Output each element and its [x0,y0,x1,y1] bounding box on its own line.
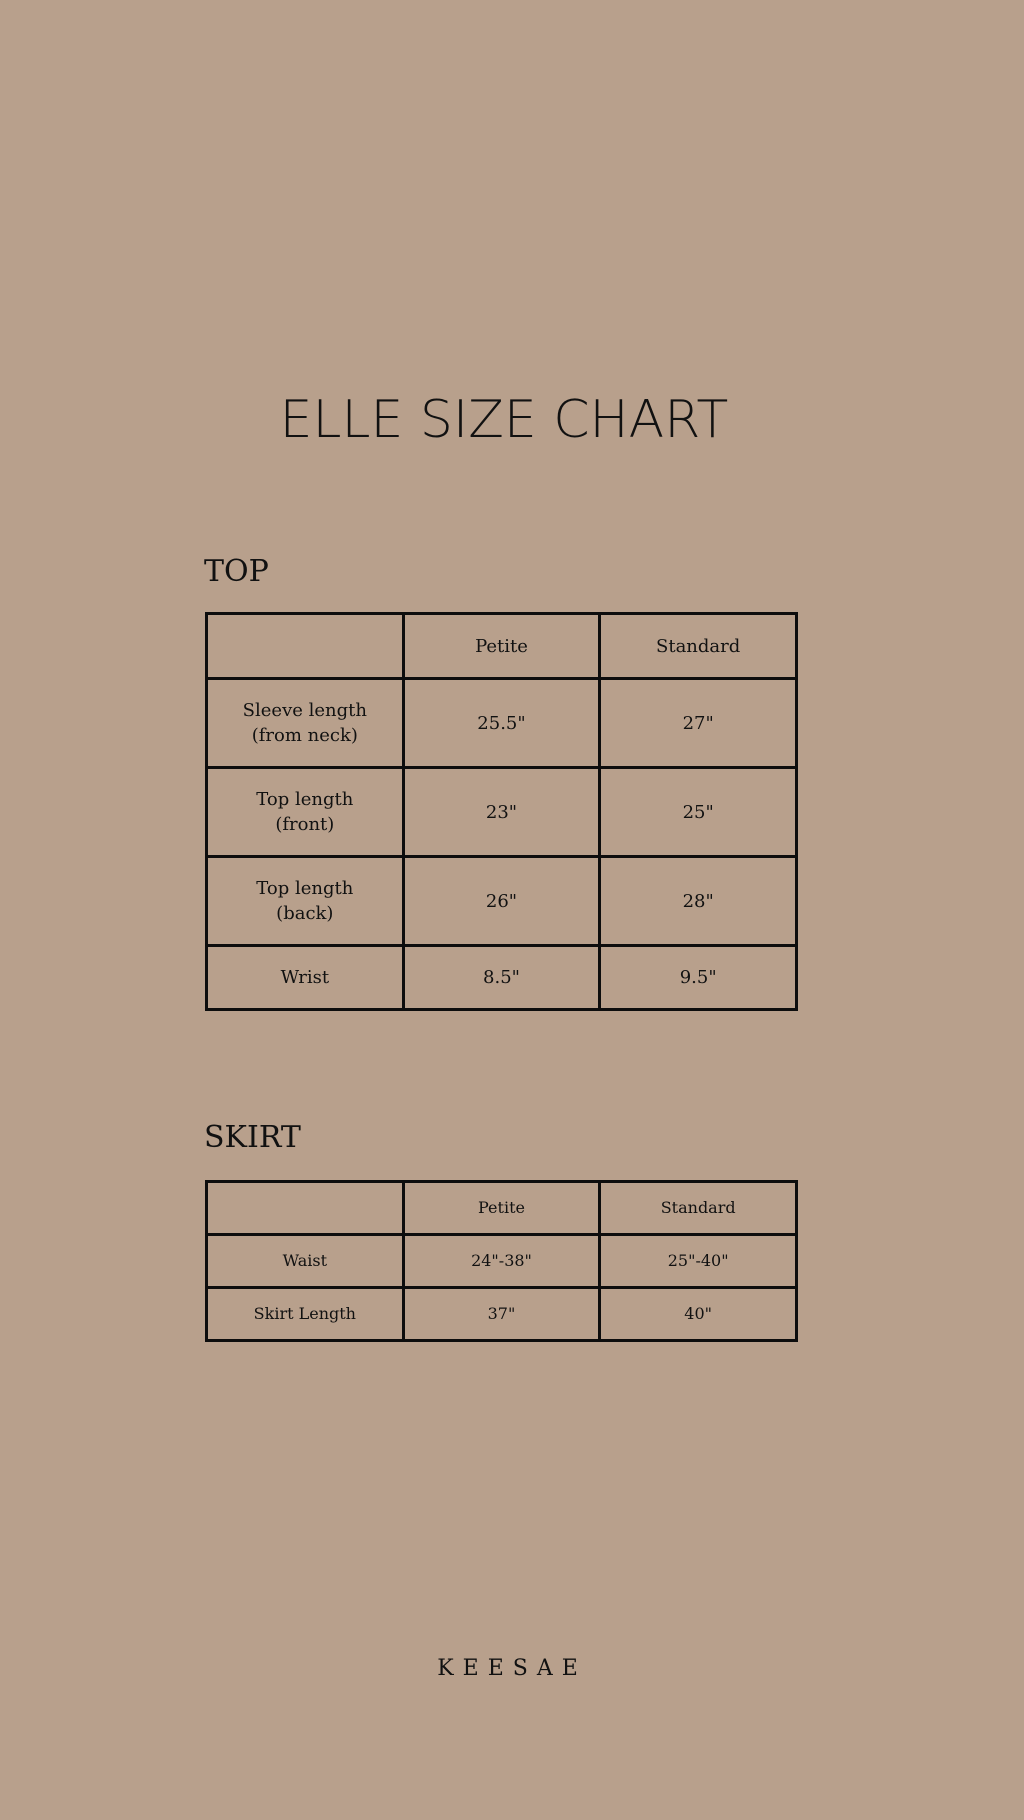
table-header-row [207,614,797,679]
table-row [207,857,797,946]
standard-value: 40" [600,1288,797,1341]
standard-value: 25" [600,768,797,857]
header-cell-petite: Petite [403,614,600,679]
skirt-size-table [205,1180,798,1342]
header-cell-standard: Standard [600,614,797,679]
table-header-row [207,1182,797,1235]
petite-value: 25.5" [403,679,600,768]
row-label-line: Sleeve length [242,700,367,721]
row-label-line: (back) [276,903,334,924]
standard-value: 25"-40" [600,1235,797,1288]
row-label-line: Top length [256,789,354,810]
top-section-title: TOP [204,554,269,589]
petite-value: 37" [403,1288,600,1341]
row-label [207,679,404,768]
standard-value: 27" [600,679,797,768]
skirt-section-title: SKIRT [204,1120,301,1155]
petite-value: 24"-38" [403,1235,600,1288]
table-row [207,1288,797,1341]
top-size-table [205,612,798,1011]
row-label [207,946,404,1010]
header-cell-standard: Standard [600,1182,797,1235]
petite-value: 8.5" [403,946,600,1010]
row-label-line: Wrist [280,967,330,988]
standard-value: 9.5" [600,946,797,1010]
table-row [207,679,797,768]
header-cell-petite: Petite [403,1182,600,1235]
table-row [207,1235,797,1288]
standard-value: 28" [600,857,797,946]
row-label-line: (from neck) [251,725,358,746]
petite-value: 23" [403,768,600,857]
header-cell-empty [207,1182,404,1235]
table-row [207,768,797,857]
table-row [207,946,797,1010]
row-label [207,768,404,857]
row-label: Skirt Length [207,1288,404,1341]
row-label-line: (front) [275,814,335,835]
row-label: Waist [207,1235,404,1288]
row-label-line: Top length [256,878,354,899]
header-cell-empty [207,614,404,679]
page-title: ELLE SIZE CHART [279,390,729,450]
brand-wordmark: KEESAE [437,1656,587,1681]
row-label [207,857,404,946]
petite-value: 26" [403,857,600,946]
